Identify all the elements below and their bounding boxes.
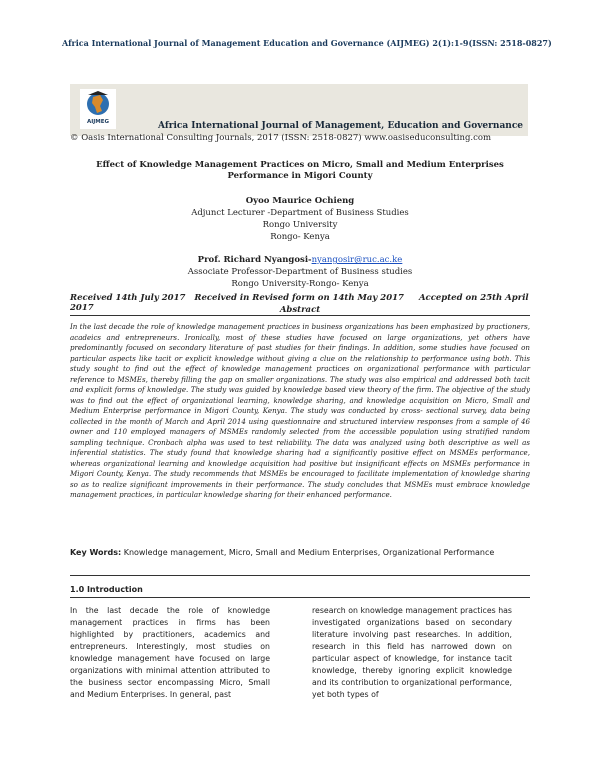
keywords-text: Knowledge management, Micro, Small and Medium Enterprises, Organizational Performance	[123, 548, 495, 557]
author1-position: Adjunct Lecturer -Department of Business Studies	[191, 208, 409, 218]
banner-title: Africa International Journal of Management, Education and Governance	[158, 121, 524, 131]
abstract-heading: Abstract	[279, 305, 321, 315]
author2-line	[120, 254, 480, 266]
keywords-label: Key Words:	[70, 548, 122, 557]
intro-column-right: research on knowledge management practices has investigated organizations based on secondary literature involving past researches. In addition, research in this field has narrowed down on particular aspect of knowledge, for instance tacit knowledge, thereby ignoring explicit knowledge and its contribution to organizational performance, yet both types of	[312, 606, 512, 699]
received-date: Received 14th July 2017	[70, 293, 186, 303]
author2-position: Associate Professor-Department of Business studies	[187, 267, 413, 277]
author1-institution: Rongo University	[262, 220, 338, 230]
paper-title: Effect of Knowledge Management Practices on Micro, Small and Medium Enterprises Performance in Migori County	[96, 160, 504, 181]
revised-date: Received in Revised form on 14th May 2017	[194, 293, 404, 303]
author2-name: Prof. Richard Nyangosi-	[197, 255, 312, 265]
aijmeg-logo	[80, 89, 116, 129]
abstract-text: In the last decade the role of knowledge management practices in business organizations has been emphasized by practioners, acadeics and entrepreneurs. Ironically, most of these studies have focused on large organizations, yet others have predominantly focused on secondary literature of past studies for their findings. In addition, some studies have focused on particular aspects like tacit or explicit knowledge without giving a clue on the relationship to performance using both. This study sought to find out the effect of knowledge management practices on organizational performance with particular reference to MSMEs, thereby filling the gap on smaller organizations. The study was also empirical and addressed both tacit and explicit forms of knowledge. The study was guided by knowledge based view theory of the firm. The objective of the study was to find out the effect of organizational learning, knowledge sharing, and knowledge acquisition on Micro, Small and Medium Enterprise performance in Migori County, Kenya. The study was conducted by cross- sectional survey, data being collected in the month of March and April 2014 using questionnaire and structured interview responses from a sample of 46 owner and 110 employed managers of MSMEs randomly selected from the accessible population using stratified random sampling technique. Cronbach alpha was used to test reliability. The data was analyzed using both descriptive as well as inferential statistics. The study found that knowledge sharing had a significantly positive effect on MSMEs performance, whereas organizational learning and knowledge acquisition had positive but insignificant effects on MSMEs performance in Migori County, Kenya. The study recommends that MSMEs be encouraged to facilitate implementation of knowledge sharing so as to realize significant improvements in their performance. The study concludes that MSMEs must embrace knowledge management practices, in particular knowledge sharing for their enhanced performance.	[70, 322, 530, 499]
divider	[70, 575, 530, 576]
accepted-date: Accepted on 25th April 2017	[70, 293, 529, 313]
intro-column-left: In the last decade the role of knowledge management practices in firms has been highlighted by practitioners, academics and entrepreneurs. Interestingly, most studies on knowledge management have focused on large organizations with minimal attention attributed to the business sector encompassing Micro, Small and Medium Enterprises. In general, past	[70, 606, 270, 699]
author1-name: Oyoo Maurice Ochieng	[245, 196, 355, 206]
journal-header-line: Africa International Journal of Management Education and Governance (AIJMEG) 2(1):1-9(ISSN: 2518-0827)	[62, 38, 552, 48]
divider	[70, 597, 530, 598]
author2-email-link[interactable]: nyangosir@ruc.ac.ke	[311, 255, 403, 265]
keywords	[70, 547, 510, 558]
banner-copyright: © Oasis International Consulting Journals, 2017 (ISSN: 2518-0827) www.oasiseduconsulting.com	[70, 133, 492, 143]
author1-location: Rongo- Kenya	[270, 232, 330, 242]
section-heading: 1.0 Introduction	[70, 585, 143, 594]
svg-text:AIJMEG: AIJMEG	[86, 119, 110, 125]
author2-institution: Rongo University-Rongo- Kenya	[231, 279, 369, 289]
